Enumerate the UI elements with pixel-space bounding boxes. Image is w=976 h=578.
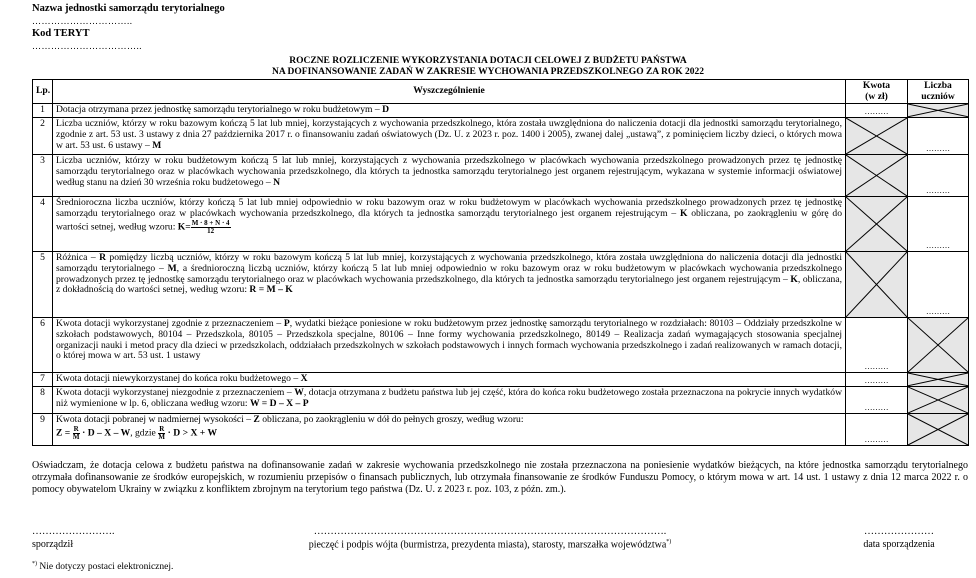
amount-cell[interactable]: ……… <box>846 318 908 373</box>
settlement-table <box>32 79 969 446</box>
footnote: *) Nie dotyczy postaci elektronicznej. <box>32 561 174 573</box>
col-header-lp: Lp. <box>33 80 53 104</box>
table-row <box>33 252 969 318</box>
formula-fraction: $\frac{R}{M}$ <box>72 424 80 441</box>
table-row <box>33 413 969 445</box>
table-row <box>33 155 969 197</box>
unit-name-dots: ………………………….. <box>32 16 133 26</box>
formula-fraction: $\frac{R}{M}$ <box>158 424 166 441</box>
table-row <box>33 197 969 252</box>
row-desc: Kwota dotacji wykorzystanej zgodnie z przeznaczeniem – P, wydatki bieżące poniesione w roku budżetowym przez jednostkę samorządu terytorialnego w rozdziałach: 80103 – Oddziały przedszkolne w szkołach podstawowych, 80104 – Przedszkola, 80105 – Przedszkola specjalne, 80106 – Inne formy wychowania przedszkolnego, 80149 – Realizacja zadań wymagających stosowania specjalnej organizacji nauki i metod pracy dla dzieci w przedszkolach, oddziałach przedszkolnych w szkołach podstawowych i innych formach wychowania przedszkolnego i zadań realizowanych w ramach dotacji, o której mowa w art. 53 ust. 1 ustawy <box>53 318 846 373</box>
students-cell[interactable]: ……… <box>908 118 969 155</box>
row-desc: Średnioroczna liczba uczniów, którzy kończą 5 lat lub mniej odpowiednio w roku bazowym oraz w roku budżetowym w placówkach wychowania przedszkolnego prowadzonych przez tę jednostkę samorządu terytorialnego oraz w placówkach wychowania przedszkolnego, dla których ta jednostka samorządu terytorialnego jest organem rejestrującym – K obliczana, po zaokrągleniu w górę do wartości setnej, według wzoru: K= $\frac{M \cdot 8 + N \cdot 4}{12}$ <box>53 197 846 252</box>
row-desc: Kwota dotacji niewykorzystanej do końca roku budżetowego – X <box>53 373 846 387</box>
amount-cell[interactable]: ……… <box>846 373 908 387</box>
doc-title-line1: ROCZNE ROZLICZENIE WYKORZYSTANIA DOTACJI CELOWEJ Z BUDŻETU PAŃSTWA <box>289 56 687 66</box>
crossed-cell <box>846 118 908 155</box>
table-row <box>33 386 969 413</box>
table-row <box>33 118 969 155</box>
crossed-cell <box>908 373 969 387</box>
crossed-cell <box>846 252 908 318</box>
formula-fraction: $\frac{M \cdot 8 + N \cdot 4}{12}$ <box>191 218 230 235</box>
amount-cell[interactable]: ……… <box>846 104 908 118</box>
teryt-dots: …………………………….. <box>32 41 142 51</box>
row-lp: 3 <box>33 155 53 197</box>
col-header-desc: Wyszczególnienie <box>53 80 846 104</box>
seal-signature-dots: ……………………………………………………………………………………………. <box>313 526 667 537</box>
row-lp: 9 <box>33 413 53 445</box>
row-lp: 8 <box>33 386 53 413</box>
students-cell[interactable]: ……… <box>908 155 969 197</box>
prepared-by-dots: ……………………. <box>32 526 115 537</box>
teryt-label: Kod TERYT <box>32 28 90 39</box>
row-lp: 4 <box>33 197 53 252</box>
row-desc: Kwota dotacji wykorzystanej niezgodnie z przeznaczeniem – W, dotacja otrzymana z budżetu państwa lub jej część, która do końca roku budżetowego została przeznaczona na pokrycie innych wydatków niż wymienione w lp. 6, obliczana według wzoru: W = D – X – P <box>53 386 846 413</box>
table-row <box>33 318 969 373</box>
unit-name-label: Nazwa jednostki samorządu terytorialnego <box>32 3 225 14</box>
date-label: data sporządzenia <box>863 539 935 550</box>
crossed-cell <box>908 386 969 413</box>
crossed-cell <box>908 413 969 445</box>
col-header-amount: Kwota (w zł) <box>846 80 908 104</box>
table-header-row <box>33 80 969 104</box>
row-lp: 2 <box>33 118 53 155</box>
crossed-cell <box>908 104 969 118</box>
row-desc: Liczba uczniów, którzy w roku budżetowym kończą 5 lat lub mniej, korzystających z wychowania przedszkolnego w placówkach wychowania przedszkolnego prowadzonych przez tę jednostkę samorządu terytorialnego oraz w placówkach wychowania przedszkolnego, dla których ta jednostka samorządu terytorialnego jest organem rejestrującym, wykazana w systemie informacji oświatowej według stanu na dzień 30 września roku budżetowego – N <box>53 155 846 197</box>
row-desc: Dotacja otrzymana przez jednostkę samorządu terytorialnego w roku budżetowym – D <box>53 104 846 118</box>
table-row <box>33 104 969 118</box>
col-header-students: Liczba uczniów <box>908 80 969 104</box>
students-cell[interactable]: ……… <box>908 252 969 318</box>
amount-cell[interactable]: ……… <box>846 386 908 413</box>
amount-cell[interactable]: ……… <box>846 413 908 445</box>
crossed-cell <box>846 197 908 252</box>
row-desc: Różnica – R pomiędzy liczbą uczniów, którzy w roku bazowym kończą 5 lat lub mniej, korzystających z wychowania przedszkolnego, która została uwzględniona do naliczenia dotacji dla jednostki samorządu terytorialnego – M, a średnioroczną liczbą uczniów, którzy kończą 5 lat lub mniej odpowiednio w roku bazowym oraz w roku budżetowym w placówkach wychowania przedszkolnego prowadzonych przez tę jednostkę samorządu terytorialnego oraz w placówkach wychowania przedszkolnego, dla których ta jednostka samorządu terytorialnego jest organem rejestrującym – K, obliczana, z dokładnością do wartości setnej, według wzoru: R = M – K <box>53 252 846 318</box>
row-lp: 7 <box>33 373 53 387</box>
row-desc: Kwota dotacji pobranej w nadmiernej wysokości – Z obliczana, po zaokrągleniu w dół do pełnych groszy, według wzoru: Z = $\frac{R}{M}$ · D – X – W, gdzie $\frac{R}{M}$ · D > X + W <box>53 413 846 445</box>
row-lp: 1 <box>33 104 53 118</box>
date-dots: ………………… <box>864 526 934 537</box>
prepared-by-label: sporządził <box>32 539 74 550</box>
row-desc: Liczba uczniów, którzy w roku bazowym kończą 5 lat lub mniej, korzystających z wychowania przedszkolnego, która została uwzględniona do naliczenia dotacji dla jednostki samorządu terytorialnego, zgodnie z art. 53 ust. 3 ustawy z dnia 27 października 2017 r. o finansowaniu zadań oświatowych (Dz. U. z 2023 r. poz. 1400 i 2005), zwanej dalej „ustawą”, z pominięciem liczby dzieci, o których mowa w art. 53 ust. 6 ustawy – M <box>53 118 846 155</box>
doc-title-line2: NA DOFINANSOWANIE ZADAŃ W ZAKRESIE WYCHOWANIA PRZEDSZKOLNEGO ZA ROK 2022 <box>271 67 705 77</box>
seal-signature-label: pieczęć i podpis wójta (burmistrza, prezydenta miasta), starosty, marszałka województwa*) <box>308 539 672 551</box>
crossed-cell <box>846 155 908 197</box>
crossed-cell <box>908 318 969 373</box>
row-lp: 5 <box>33 252 53 318</box>
table-row <box>33 373 969 387</box>
declaration-text: Oświadczam, że dotacja celowa z budżetu państwa na dofinansowanie zadań w zakresie wychowania przedszkolnego nie została przeznaczona na poniesienie wydatków bieżących, na które jednostka samorządu terytorialnego otrzymała dofinansowanie ze środków europejskich, w rozumieniu przepisów o finansach publicznych, lub otrzymała finansowanie ze środków Funduszu Pomocy, o którym mowa w art. 14 ust. 1 ustawy z dnia 12 marca 2022 r. o pomocy obywatelom Ukrainy w związku z konfliktem zbrojnym na terytorium tego państwa (Dz. U. z 2023 r. poz. 103, z późn. zm.). <box>32 460 968 496</box>
students-cell[interactable]: ……… <box>908 197 969 252</box>
row-lp: 6 <box>33 318 53 373</box>
